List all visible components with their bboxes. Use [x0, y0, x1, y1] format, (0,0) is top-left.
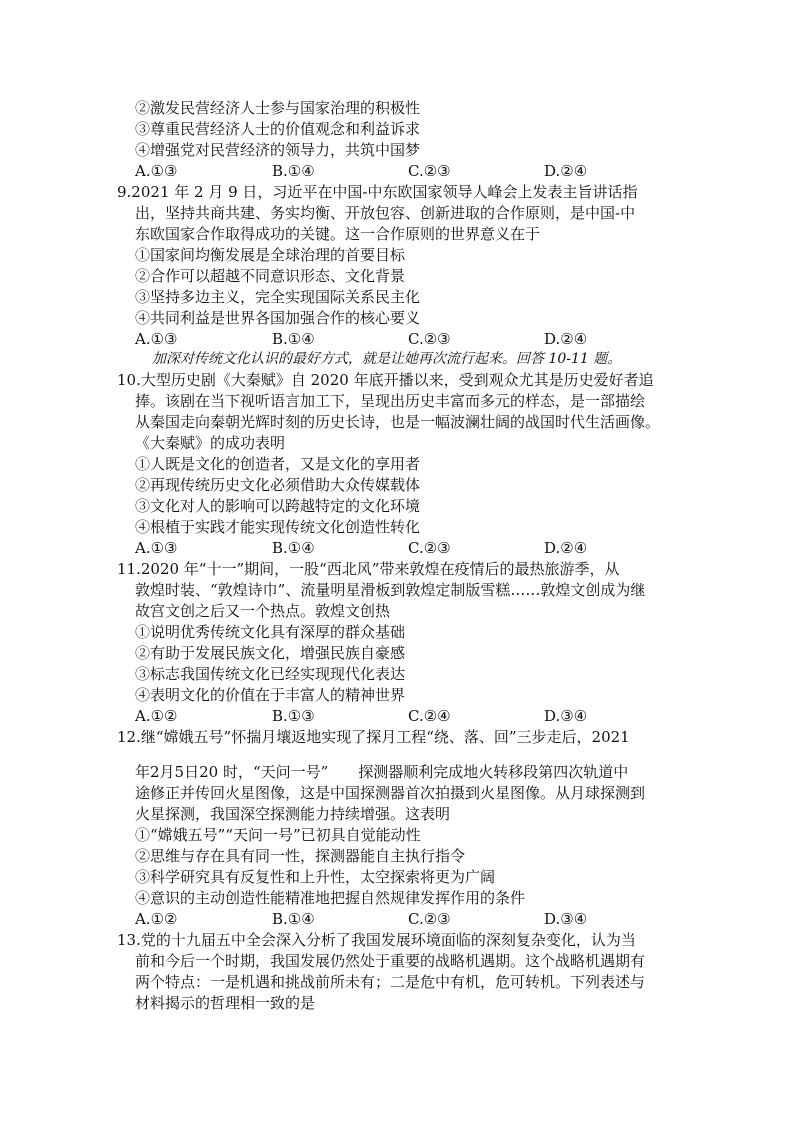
q9-option-b: B.①④ — [272, 330, 315, 348]
exam-page: ②激发民营经济人士参与国家治理的积极性 ③尊重民营经济人士的价值观念和利益诉求 ④增强党对民营经济的领导力，共筑中国梦 A.①③ B.①④ C.②③ D.②④ 9.2021 年 2 月 9 日，习近平在中国-中东欧国家领导人峰会上发表主旨讲话指 出，坚持共商共建、务实均衡、开放包容、创新进取的合作原则，是中国-中 东欧国家合作取得成功的关键。这一合作原则的世界意义在于 ①国家间均衡发展是全球治理的首要目标 ②合作可以超越不同意识形态、文化背景 ③坚持多边主义，完全实现国际关系民主化 ④共同利益是世界各国加强合作的核心要义 A.①③ B.①④ C.②③ D.②④ 加深对传统文化认识的最好方式，就是让她再次流行起来。回答 10-11 题。 10.大型历史剧《大秦赋》自 2020 年底开播以来，受到观众尤其是历史爱好者追 捧。该剧在当下视听语言加工下，呈现出历史丰富而多元的样态，是一部描绘 从秦国走向秦朝光辉时刻的历史长诗，也是一幅波澜壮阔的战国时代生活画像。 《大秦赋》的成功表明 ①人既是文化的创造者，又是文化的享用者 ②再现传统历史文化必须借助大众传媒载体 ③文化对人的影响可以跨越特定的文化环境 ④根植于实践才能实现传统文化创造性转化 A.①③ B.①④ C.②③ D.②④ 11.2020 年“十一”期间，一股“西北风”带来敦煌在疫情后的最热旅游季，从 敦煌时装、“敦煌诗巾”、流量明星滑板到敦煌定制版雪糕……敦煌文创成为继 故宫文创之后又一个热点。敦煌文创热 ①说明优秀传统文化具有深厚的群众基础 ②有助于发展民族文化，增强民族自豪感 ③标志我国传统文化已经实现现代化表达 ④表明文化的价值在于丰富人的精神世界 A.①② B.①③ C.②④ D.③④ 12.继“嫦娥五号”怀揣月壤返地实现了探月工程“绕、落、回”三步走后，2021 年2月5日20 时，“天问一号” 探测器顺利完成地火转移段第四次轨道中 途修正并传回火星图像，这是中国探测器首次拍摄到火星图像。从月球探测到 火星探测，我国深空探测能力持续增强。这表明 ①“嫦娥五号”“天问一号”已初具自觉能动性 ②思维与存在具有同一性，探测器能自主执行指令 ③科学研究具有反复性和上升性，太空探索将更为广阔 ④意识的主动创造性能精准地把握自然规律发挥作用的条件 A.①② B.①④ C.②③ D.③④ 13.党的十九届五中全会深入分析了我国发展环境面临的深刻复杂变化，认为当 前和今后一个时期，我国发展仍然处于重要的战略机遇期。这个战略机遇期有 两个特点：一是机遇和挑战前所未有；二是危中有机，危可转机。下列表述与 材料揭示的哲理相一致的是 — [117, 99, 661, 1012]
q11-option-a: A.①② — [135, 707, 178, 725]
q11-option-b: B.①③ — [272, 707, 315, 725]
q10-option-a: A.①③ — [135, 539, 178, 557]
q9-option-d: D.②④ — [544, 330, 588, 348]
q10-option-d: D.②④ — [544, 539, 588, 557]
q8-option-d: D.②④ — [544, 162, 588, 180]
q11-option-d: D.③④ — [544, 707, 588, 725]
q8-option-a: A.①③ — [135, 162, 178, 180]
q12-option-b: B.①④ — [272, 910, 315, 928]
q8-option-c: C.②③ — [408, 162, 451, 180]
q10-option-b: B.①④ — [272, 539, 315, 557]
q12-option-c: C.②③ — [408, 910, 451, 928]
q12-option-a: A.①② — [135, 910, 178, 928]
q12-option-d: D.③④ — [544, 910, 588, 928]
q10-option-c: C.②③ — [408, 539, 451, 557]
q8-option-b: B.①④ — [272, 162, 315, 180]
q9-option-a: A.①③ — [135, 330, 178, 348]
q9-option-c: C.②③ — [408, 330, 451, 348]
q11-option-c: C.②④ — [408, 707, 451, 725]
